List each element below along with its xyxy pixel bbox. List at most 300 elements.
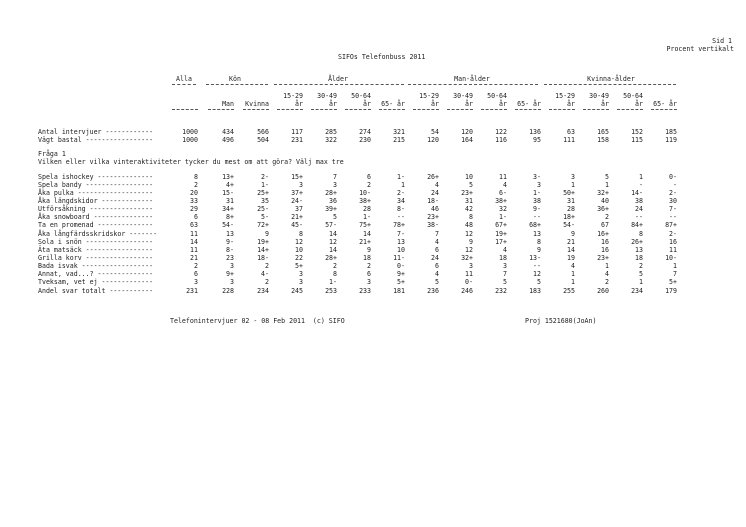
table-row-cell: 8 xyxy=(194,173,198,181)
table-row-cell: 1 xyxy=(571,278,575,287)
table-row-cell: 13 xyxy=(226,229,234,238)
question-text: Vilken eller vilka vinteraktiviteter tycker du mest om att göra? Välj max tre xyxy=(38,158,344,166)
table-row-cell: 38+ xyxy=(495,197,507,206)
column-underline xyxy=(515,109,541,110)
page-number: Sid 1 xyxy=(712,37,732,45)
table-row-cell: 84+ xyxy=(631,221,643,230)
table-row-label: Spela bandy ----------------- xyxy=(38,181,154,190)
table-row-cell: 6 xyxy=(435,261,439,270)
column-underline xyxy=(345,109,371,110)
table-row-cell: 16 xyxy=(601,245,609,254)
table-row-cell: 4 xyxy=(435,269,439,278)
base-row-cell: 164 xyxy=(461,136,473,144)
column-underline xyxy=(651,109,677,110)
column-underline xyxy=(243,109,269,110)
base-row-cell: 274 xyxy=(359,128,371,136)
table-row-cell: 8 xyxy=(469,213,473,222)
column-head-line1: 15-29 xyxy=(283,92,303,100)
table-row-cell: 6 xyxy=(367,173,371,181)
base-row-cell: 136 xyxy=(529,128,541,136)
column-head-line2: 65- år xyxy=(381,100,405,108)
table-row-cell: 5 xyxy=(503,278,507,287)
table-row-cell: 7- xyxy=(669,205,677,214)
table-row-cell: 32+ xyxy=(597,189,609,198)
table-row-cell: 3 xyxy=(194,278,198,287)
column-underline xyxy=(311,109,337,110)
group-underline xyxy=(172,84,196,85)
table-row-label: Bada isvak ------------------ xyxy=(38,261,154,270)
table-row-cell: - xyxy=(639,181,643,190)
total-row-cell: 255 xyxy=(563,287,575,295)
table-row-cell: 34+ xyxy=(222,205,234,214)
table-row-cell: 13- xyxy=(529,253,541,262)
table-row-cell: 4 xyxy=(605,269,609,278)
table-row-cell: 11 xyxy=(190,245,198,254)
total-row-cell: 179 xyxy=(665,287,677,295)
table-row-cell: 24 xyxy=(635,205,643,214)
table-row-cell: 35 xyxy=(261,197,269,206)
table-row-cell: 5 xyxy=(537,278,541,287)
table-row-label: Åka långfärdsskridskor ------- xyxy=(38,229,158,238)
table-row-cell: 78+ xyxy=(393,221,405,230)
table-row-cell: 3 xyxy=(469,261,473,270)
table-row-cell: 10 xyxy=(295,245,303,254)
table-row-cell: 1 xyxy=(639,173,643,181)
table-row-cell: 5 xyxy=(469,181,473,190)
report-title: SIFOs Telefonbuss 2011 xyxy=(338,53,426,61)
table-row-cell: 8- xyxy=(397,205,405,214)
column-head-line1: 15-29 xyxy=(419,92,439,100)
table-row-cell: 8 xyxy=(299,229,303,238)
column-head-line2: Man xyxy=(222,100,234,108)
table-row-cell: 3 xyxy=(230,261,234,270)
table-row-cell: 3 xyxy=(503,261,507,270)
column-underline xyxy=(172,109,198,110)
table-row-cell: 67 xyxy=(601,221,609,230)
table-row-cell: 42 xyxy=(465,205,473,214)
column-head-line1: 30-49 xyxy=(317,92,337,100)
table-row-cell: 3 xyxy=(333,181,337,190)
table-row-cell: 7 xyxy=(435,229,439,238)
column-head-line1: 50-64 xyxy=(487,92,507,100)
total-row-cell: 233 xyxy=(359,287,371,295)
table-row-label: Åka längdskidor ------------- xyxy=(38,197,154,206)
table-row-cell: 32+ xyxy=(461,253,473,262)
group-man-alder: Man-ålder xyxy=(454,75,490,83)
base-row-cell: 504 xyxy=(257,136,269,144)
table-row-label: Sola i snön ----------------- xyxy=(38,237,154,246)
table-row-cell: 8 xyxy=(537,237,541,246)
base-row-cell: 122 xyxy=(495,128,507,136)
footer-left: Telefonintervjuer 02 - 08 Feb 2011 (c) SIFO xyxy=(170,317,345,325)
column-underline xyxy=(617,109,643,110)
table-row-cell: 0- xyxy=(465,278,473,287)
table-row-cell: 28+ xyxy=(325,253,337,262)
table-row-cell: 3 xyxy=(537,181,541,190)
table-row-cell: 8- xyxy=(226,245,234,254)
table-row-cell: 13 xyxy=(397,237,405,246)
table-row-cell: 19+ xyxy=(257,237,269,246)
total-row-cell: 245 xyxy=(291,287,303,295)
table-row-cell: 4+ xyxy=(226,181,234,190)
total-row-cell: 246 xyxy=(461,287,473,295)
table-row-label: Spela ishockey -------------- xyxy=(38,173,154,181)
table-row-cell: 37+ xyxy=(291,189,303,198)
table-row-cell: 1 xyxy=(673,261,677,270)
table-row-cell: 11 xyxy=(499,173,507,181)
base-row-cell: 158 xyxy=(597,136,609,144)
table-row-cell: 57- xyxy=(325,221,337,230)
table-row-cell: -- xyxy=(533,213,541,222)
table-row-cell: 12 xyxy=(465,229,473,238)
table-row-cell: 12 xyxy=(329,237,337,246)
table-row-cell: 54- xyxy=(222,221,234,230)
table-row-cell: 5 xyxy=(333,213,337,222)
table-row-cell: 32 xyxy=(499,205,507,214)
table-row-cell: 28 xyxy=(567,205,575,214)
table-row-cell: 31 xyxy=(226,197,234,206)
table-row-cell: 1- xyxy=(261,181,269,190)
table-row-cell: 11- xyxy=(393,253,405,262)
table-row-cell: 1 xyxy=(605,181,609,190)
table-row-cell: 8+ xyxy=(226,213,234,222)
table-row-cell: 25+ xyxy=(257,189,269,198)
table-row-cell: 2 xyxy=(367,181,371,190)
table-row-cell: 2 xyxy=(265,261,269,270)
total-row-cell: 183 xyxy=(529,287,541,295)
table-row-cell: 3 xyxy=(367,278,371,287)
table-row-cell: 54- xyxy=(563,221,575,230)
column-head-line2: år xyxy=(363,100,371,108)
table-row-cell: 2 xyxy=(194,261,198,270)
table-row-cell: 14 xyxy=(329,229,337,238)
column-head-line1: 50-64 xyxy=(623,92,643,100)
table-row-cell: 16 xyxy=(669,237,677,246)
table-row-cell: 33 xyxy=(190,197,198,206)
table-row-cell: 23+ xyxy=(461,189,473,198)
table-row-cell: 11 xyxy=(465,269,473,278)
table-row-cell: 11 xyxy=(190,229,198,238)
table-row-cell: 5- xyxy=(261,213,269,222)
table-row-cell: 14 xyxy=(329,245,337,254)
table-row-cell: 9- xyxy=(226,237,234,246)
table-row-cell: 6 xyxy=(194,213,198,222)
table-row-cell: 38 xyxy=(533,197,541,206)
table-row-cell: 28+ xyxy=(325,189,337,198)
table-row-cell: 31 xyxy=(567,197,575,206)
table-row-cell: 26+ xyxy=(427,173,439,181)
table-row-cell: 9 xyxy=(571,229,575,238)
table-row-label: Utförsåkning ---------------- xyxy=(38,205,154,214)
table-row-cell: 1- xyxy=(499,213,507,222)
table-row-cell: 12 xyxy=(533,269,541,278)
table-row-cell: 2- xyxy=(397,189,405,198)
column-head-line2: 65- år xyxy=(653,100,677,108)
table-row-cell: 36+ xyxy=(597,205,609,214)
base-row-cell: 1000 xyxy=(182,128,198,136)
table-row-cell: -- xyxy=(635,213,643,222)
total-row-cell: 181 xyxy=(393,287,405,295)
table-row-cell: 2 xyxy=(605,278,609,287)
base-row-cell: 111 xyxy=(563,136,575,144)
table-row-cell: 0- xyxy=(397,261,405,270)
table-row-cell: 18- xyxy=(257,253,269,262)
table-row-cell: 34 xyxy=(397,197,405,206)
table-row-cell: 29 xyxy=(190,205,198,214)
total-row-cell: 228 xyxy=(222,287,234,295)
table-row-cell: 6- xyxy=(499,189,507,198)
table-row-cell: 6 xyxy=(367,269,371,278)
table-row-cell: 18+ xyxy=(563,213,575,222)
table-row-cell: 67+ xyxy=(495,221,507,230)
table-row-cell: 4 xyxy=(503,181,507,190)
table-row-cell: 5 xyxy=(435,278,439,287)
group-kon: Kön xyxy=(229,75,241,83)
table-row-cell: 18 xyxy=(363,253,371,262)
percent-label: Procent vertikalt xyxy=(666,45,734,53)
table-row-cell: 87+ xyxy=(665,221,677,230)
table-row-cell: 2- xyxy=(669,229,677,238)
base-row-cell: 54 xyxy=(431,128,439,136)
table-row-cell: 20 xyxy=(190,189,198,198)
column-head-line2: år xyxy=(567,100,575,108)
table-row-cell: 38+ xyxy=(359,197,371,206)
table-row-cell: 2- xyxy=(669,189,677,198)
table-row-cell: 68+ xyxy=(529,221,541,230)
base-row-cell: 322 xyxy=(325,136,337,144)
table-row-cell: 22 xyxy=(295,253,303,262)
group-underline xyxy=(206,84,268,85)
table-row-cell: 26+ xyxy=(631,237,643,246)
table-row-cell: 3 xyxy=(571,173,575,181)
table-row-cell: 2 xyxy=(333,261,337,270)
base-row-cell: 152 xyxy=(631,128,643,136)
base-row-cell: 120 xyxy=(461,128,473,136)
table-row-cell: 2 xyxy=(265,278,269,287)
total-row-cell: 236 xyxy=(427,287,439,295)
table-row-cell: 36 xyxy=(329,197,337,206)
column-head-line1: 30-49 xyxy=(589,92,609,100)
total-row-cell: 253 xyxy=(325,287,337,295)
table-row-cell: 13+ xyxy=(222,173,234,181)
table-row-cell: 3- xyxy=(533,173,541,181)
table-row-cell: 12 xyxy=(465,245,473,254)
table-row-cell: 28 xyxy=(363,205,371,214)
column-head-line1: 30-49 xyxy=(453,92,473,100)
table-row-cell: 38- xyxy=(427,221,439,230)
table-row-cell: 50+ xyxy=(563,189,575,198)
total-row-label: Andel svar totalt ----------- xyxy=(38,287,154,295)
total-row-cell: 231 xyxy=(186,287,198,295)
table-row-cell: 18 xyxy=(499,253,507,262)
column-head-line2: år xyxy=(499,100,507,108)
table-row-cell: 7- xyxy=(397,229,405,238)
table-row-cell: 24 xyxy=(431,253,439,262)
table-row-cell: 46 xyxy=(431,205,439,214)
footer-right: Proj 1521680(JoAn) xyxy=(525,317,597,325)
table-row-cell: -- xyxy=(533,261,541,270)
table-row-cell: -- xyxy=(397,213,405,222)
table-row-cell: 15- xyxy=(222,189,234,198)
table-row-cell: 18- xyxy=(427,197,439,206)
table-row-cell: 14 xyxy=(567,245,575,254)
group-underline xyxy=(274,84,404,85)
base-row-cell: 95 xyxy=(533,136,541,144)
table-row-cell: 38 xyxy=(635,197,643,206)
group-alder: Ålder xyxy=(328,75,348,83)
table-row-cell: 7 xyxy=(333,173,337,181)
table-row-cell: 10 xyxy=(397,245,405,254)
table-row-cell: 9 xyxy=(537,245,541,254)
base-row-cell: 63 xyxy=(567,128,575,136)
table-row-cell: 9- xyxy=(533,205,541,214)
table-row-cell: 6 xyxy=(435,245,439,254)
table-row-cell: 23 xyxy=(226,253,234,262)
column-head-line2: år xyxy=(465,100,473,108)
table-row-cell: 72+ xyxy=(257,221,269,230)
table-row-cell: 5+ xyxy=(669,278,677,287)
table-row-cell: 21+ xyxy=(359,237,371,246)
table-row-cell: 23+ xyxy=(597,253,609,262)
total-row-cell: 260 xyxy=(597,287,609,295)
table-row-cell: 40 xyxy=(601,197,609,206)
column-underline xyxy=(481,109,507,110)
table-row-label: Åka pulka ------------------- xyxy=(38,189,154,198)
base-row-label: Vägt bastal ----------------- xyxy=(38,136,154,144)
base-row-cell: 120 xyxy=(427,136,439,144)
base-row-cell: 230 xyxy=(359,136,371,144)
table-row-cell: 2 xyxy=(367,261,371,270)
base-row-cell: 231 xyxy=(291,136,303,144)
table-row-cell: 16 xyxy=(601,237,609,246)
column-underline xyxy=(447,109,473,110)
table-row-cell: 4 xyxy=(571,261,575,270)
table-row-cell: 17+ xyxy=(495,237,507,246)
table-row-cell: - xyxy=(673,181,677,190)
table-row-cell: 5+ xyxy=(295,261,303,270)
table-row-cell: 5 xyxy=(605,173,609,181)
base-row-label: Antal intervjuer ------------ xyxy=(38,128,154,136)
column-head-line2: år xyxy=(431,100,439,108)
table-row-cell: 3 xyxy=(230,278,234,287)
table-row-cell: 7 xyxy=(503,269,507,278)
group-underline xyxy=(408,84,538,85)
table-row-cell: 9 xyxy=(367,245,371,254)
base-row-cell: 215 xyxy=(393,136,405,144)
table-row-cell: 39+ xyxy=(325,205,337,214)
table-row-cell: 1 xyxy=(571,269,575,278)
column-head-line2: år xyxy=(601,100,609,108)
column-head-line1: 15-29 xyxy=(555,92,575,100)
table-row-cell: 30 xyxy=(669,197,677,206)
table-row-cell: 2 xyxy=(194,181,198,190)
question-number: Fråga 1 xyxy=(38,150,66,158)
table-row-cell: 18 xyxy=(635,253,643,262)
table-row-cell: 10- xyxy=(665,253,677,262)
group-kvinna-alder: Kvinna-ålder xyxy=(587,75,635,83)
column-head-line2: år xyxy=(295,100,303,108)
total-row-cell: 232 xyxy=(495,287,507,295)
base-row-cell: 165 xyxy=(597,128,609,136)
table-row-cell: 3 xyxy=(299,269,303,278)
table-row-label: Äta matsäck ----------------- xyxy=(38,245,154,254)
table-row-cell: 4 xyxy=(435,237,439,246)
group-alla: Alla xyxy=(176,75,192,83)
column-underline xyxy=(208,109,234,110)
table-row-cell: 2 xyxy=(639,261,643,270)
column-head-line2: år xyxy=(329,100,337,108)
table-row-cell: 1- xyxy=(533,189,541,198)
base-row-cell: 321 xyxy=(393,128,405,136)
base-row-cell: 496 xyxy=(222,136,234,144)
table-row-cell: 1 xyxy=(605,261,609,270)
table-row-cell: 12 xyxy=(295,237,303,246)
column-head-line2: år xyxy=(635,100,643,108)
table-row-label: Annat, vad...? -------------- xyxy=(38,269,154,278)
column-underline xyxy=(583,109,609,110)
table-row-cell: 24 xyxy=(431,189,439,198)
table-row-cell: 75+ xyxy=(359,221,371,230)
base-row-cell: 566 xyxy=(257,128,269,136)
base-row-cell: 434 xyxy=(222,128,234,136)
table-row-cell: 1- xyxy=(329,278,337,287)
table-row-cell: 19+ xyxy=(495,229,507,238)
column-head-line1: 50-64 xyxy=(351,92,371,100)
table-row-cell: -- xyxy=(669,213,677,222)
table-row-cell: 1 xyxy=(571,181,575,190)
table-row-cell: 11 xyxy=(669,245,677,254)
column-underline xyxy=(379,109,405,110)
table-row-cell: 10- xyxy=(359,189,371,198)
column-underline xyxy=(277,109,303,110)
table-row-cell: 25- xyxy=(257,205,269,214)
base-row-cell: 117 xyxy=(291,128,303,136)
base-row-cell: 119 xyxy=(665,136,677,144)
table-row-cell: 1 xyxy=(639,278,643,287)
table-row-cell: 9+ xyxy=(226,269,234,278)
table-row-cell: 1- xyxy=(397,173,405,181)
base-row-cell: 285 xyxy=(325,128,337,136)
group-underline xyxy=(544,84,676,85)
table-row-cell: 37 xyxy=(295,205,303,214)
table-row-cell: 14 xyxy=(190,237,198,246)
table-row-cell: 2- xyxy=(261,173,269,181)
table-row-cell: 2 xyxy=(605,213,609,222)
base-row-cell: 116 xyxy=(495,136,507,144)
table-row-cell: 10 xyxy=(465,173,473,181)
table-row-label: Grilla korv ----------------- xyxy=(38,253,154,262)
table-row-cell: 4- xyxy=(261,269,269,278)
column-underline xyxy=(549,109,575,110)
table-row-cell: 48 xyxy=(465,221,473,230)
table-row-cell: 9+ xyxy=(397,269,405,278)
table-row-cell: 0- xyxy=(669,173,677,181)
table-row-cell: 19 xyxy=(567,253,575,262)
table-row-cell: 9 xyxy=(265,229,269,238)
column-head-line2: 65- år xyxy=(517,100,541,108)
base-row-cell: 1000 xyxy=(182,136,198,144)
table-row-cell: 13 xyxy=(635,245,643,254)
base-row-cell: 185 xyxy=(665,128,677,136)
total-row-cell: 234 xyxy=(257,287,269,295)
table-row-cell: 4 xyxy=(503,245,507,254)
table-row-cell: 1 xyxy=(401,181,405,190)
table-row-cell: 16+ xyxy=(597,229,609,238)
table-row-label: Tveksam, vet ej ------------- xyxy=(38,278,154,287)
table-row-cell: 9 xyxy=(469,237,473,246)
table-row-cell: 5+ xyxy=(397,278,405,287)
table-row-cell: 13 xyxy=(533,229,541,238)
